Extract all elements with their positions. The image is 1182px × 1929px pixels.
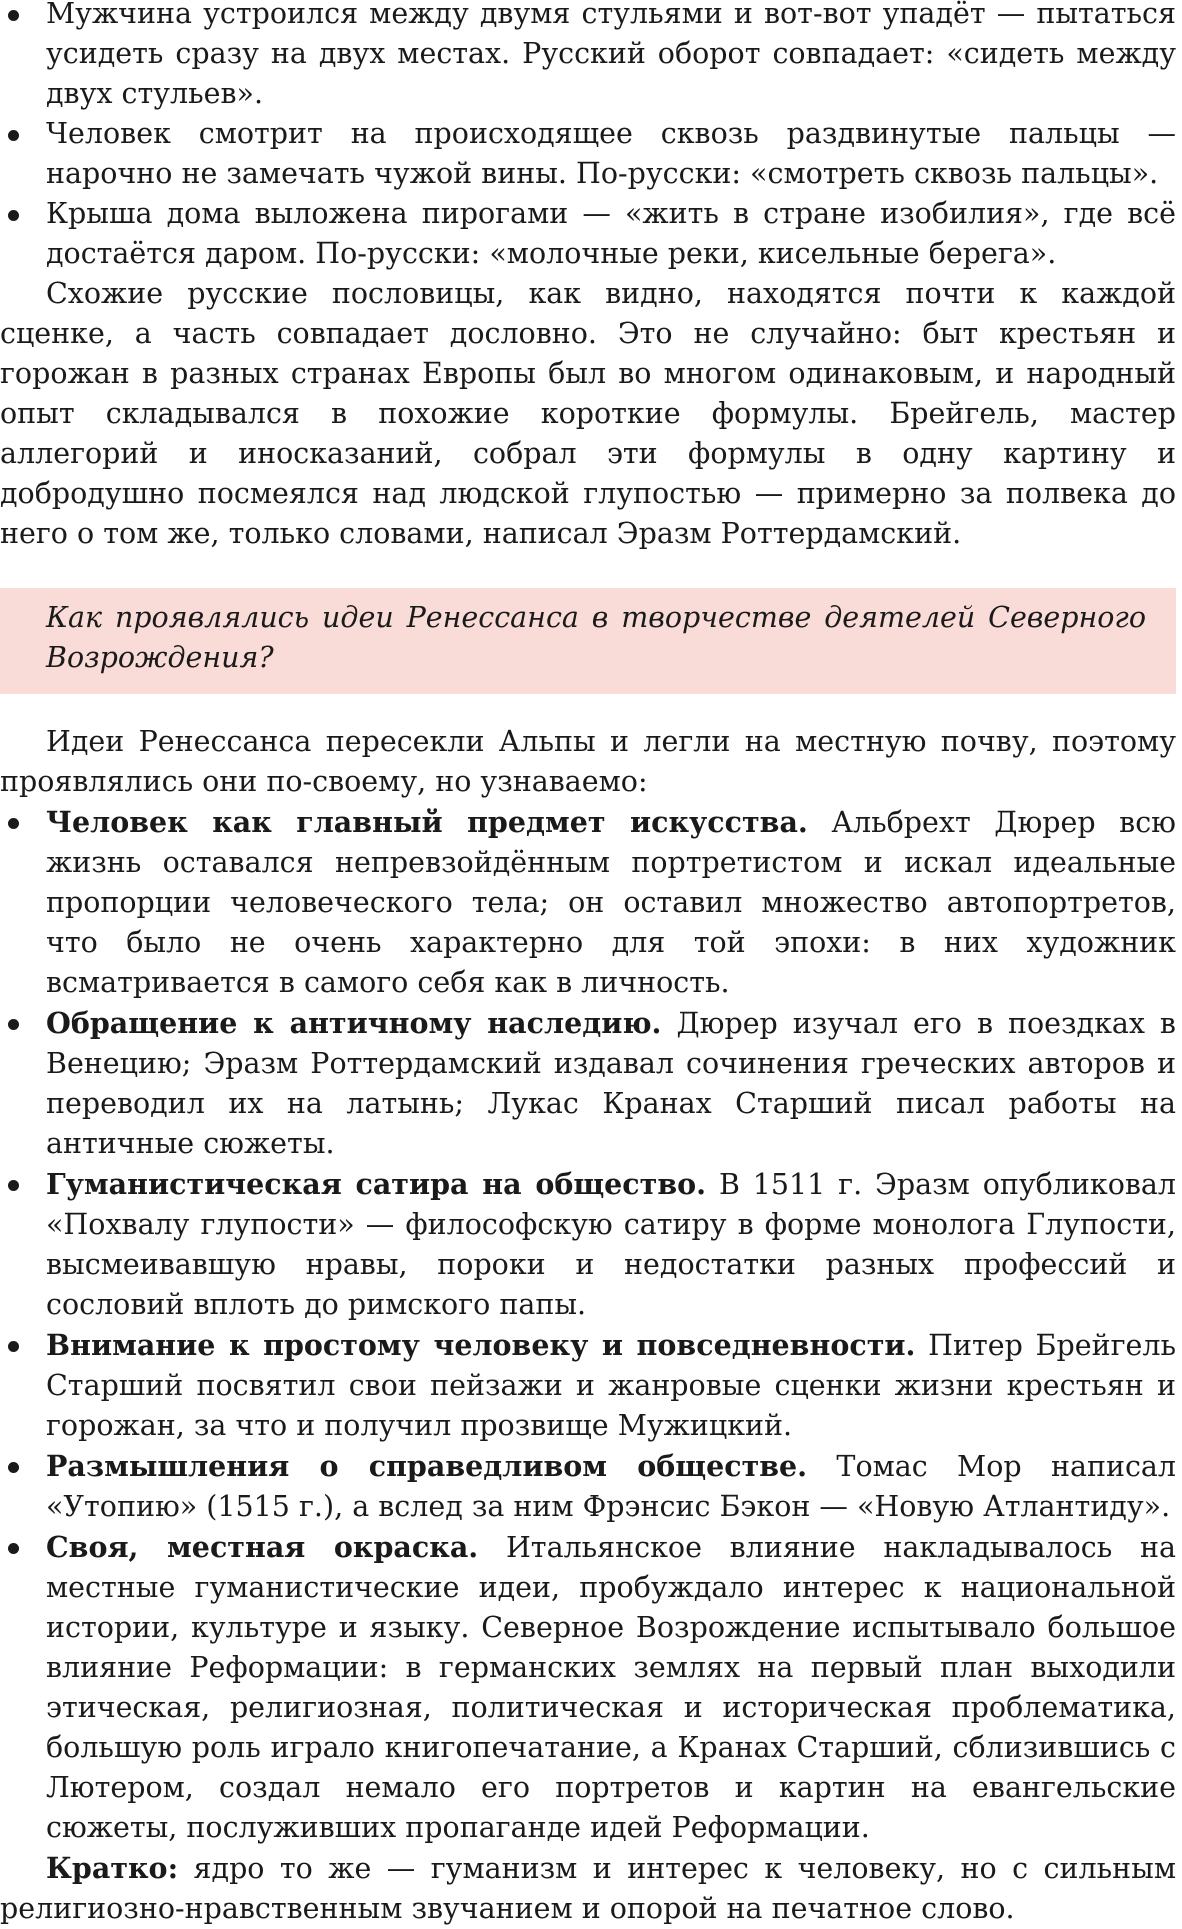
proverb-list [0,0,1176,274]
conclusion-paragraph: Схожие русские пословицы, как видно, находятся почти к каждой сценке, а часть совпадает дословно. Это не случайно: быт крестьян и горожан в разных странах Европы был во многом одинаковым, и народный опыт складывался в похожие короткие формулы. Брейгель, мастер аллегорий и иносказаний, собрал эти формулы в одну картину и добродушно посмеялся над людской глупостью — примерно за полвека до него о том же, только словами, написал Эразм Роттердамский. [0,277,1176,550]
answer-item-text: Итальянское влияние накладывалось на местные гуманистические идеи, пробуждало интерес к национальной истории, культуре и языку. Северное Возрождение испытывало большое влияние Реформации: в германских землях на первый план выходили этическая, религиозная, политическая и историческая проблематика, большую роль играло книгопечатание, а Кранах Старший, сблизившись с Лютером, создал немало его портретов и картин на евангельские сюжеты, послуживших пропаганде идей Реформации. [46,1531,1176,1844]
answer-item [0,1446,1176,1527]
answer-item [0,1527,1176,1848]
summary-paragraph [0,1848,1176,1929]
summary-text: ядро то же — гуманизм и интерес к человеку, но с сильным религиозно-нравственным звучанием и опорой на печатное слово. [0,1852,1176,1925]
answer-item-title: Размышления о справедливом обществе. [46,1449,808,1483]
answer-item-text: Альбрехт Дюрер всю жизнь оставался непревзойдённым портретистом и искал идеальные пропорции человеческого тела; он оставил множество автопортретов, что было не очень характерно для той эпохи: в них художник всматривается в самого себя как в личность. [46,806,1176,999]
answer-item-text: Дюрер изучал его в поездках в Венецию; Эразм Роттердамский издавал сочинения греческих авторов и переводил их на латынь; Лукас Кранах Старший писал работы на античные сюжеты. [46,1007,1176,1160]
answer-item [0,1003,1176,1164]
answer-item-text: Томас Мор написал «Утопию» (1515 г.), а вслед за ним Фрэнсис Бэкон — «Новую Атлантиду». [46,1450,1177,1523]
answer-item-text: Питер Брейгель Старший посвятил свои пейзажи и жанровые сценки жизни крестьян и горожан, за что и получил прозвище Мужицкий. [46,1329,1176,1442]
answer-item-title: Своя, местная окраска. [46,1530,479,1564]
question-box [0,588,1176,694]
summary-label: Кратко: [46,1851,179,1885]
answer-item-title: Обращение к античному наследию. [46,1006,662,1040]
proverb-item: Мужчина устроился между двумя стульями и вот-вот упадёт — пытаться усидеть сразу на двух местах. Русский оборот совпадает: «сидеть между двух стульев». [0,0,1176,114]
answer-item-title: Человек как главный предмет искусства. [46,805,808,839]
proverb-item: Крыша дома выложена пирогами — «жить в стране изобилия», где всё достаётся даром. По-русски: «молочные реки, кисельные берега». [0,194,1176,274]
answer-item [0,1164,1176,1325]
answer-list [0,802,1176,1848]
answer-item-text: В 1511 г. Эразм опубликовал «Похвалу глупости» — философскую сатиру в форме монолога Глупости, высмеивавшую нравы, пороки и недостатки разных профессий и сословий вплоть до римского папы. [46,1168,1176,1321]
proverb-item: Человек смотрит на происходящее сквозь раздвинутые пальцы — нарочно не замечать чужой вины. По-русски: «смотреть сквозь пальцы». [0,114,1176,194]
answer-item [0,1325,1176,1446]
intro-paragraph: Идеи Ренессанса пересекли Альпы и легли на местную почву, поэтому проявлялись они по-своему, но узнаваемо: [0,725,1176,798]
top-text-block [0,0,1176,554]
answer-item-title: Внимание к простому человеку и повседневности. [46,1328,916,1362]
question-text: Как проявлялись идеи Ренессанса в творчестве деятелей Северного Возрождения? [46,601,1146,674]
answer-item-title: Гуманистическая сатира на общество. [46,1167,707,1201]
answer-item [0,802,1176,1003]
answer-block [0,722,1176,1929]
